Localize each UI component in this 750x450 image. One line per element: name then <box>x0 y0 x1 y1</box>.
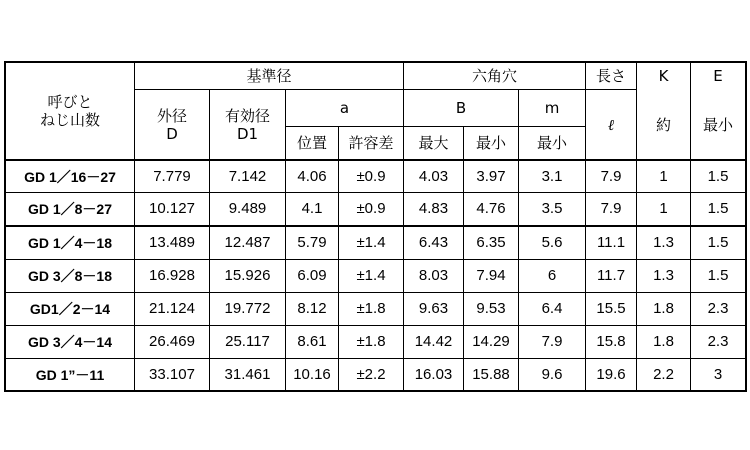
cell-outer-d: 10.127 <box>149 200 195 217</box>
cell-m: 3.1 <box>541 167 563 185</box>
cell-length: 7.9 <box>600 167 622 185</box>
cell-B-max: 14.42 <box>414 333 453 350</box>
header-B: B <box>455 99 467 117</box>
cell-tolerance: ±1.8 <box>356 333 386 350</box>
cell-tolerance: ±0.9 <box>356 200 386 217</box>
cell-B-min: 7.94 <box>476 267 506 284</box>
header-name: 呼びと ねじ山数 <box>39 93 100 129</box>
cell-B-max: 6.43 <box>418 234 449 251</box>
cell-B-max: 4.03 <box>418 167 449 185</box>
cell-E: 2.3 <box>707 300 729 317</box>
cell-E: 3 <box>713 365 723 383</box>
header-m-min: 最小 <box>536 134 567 152</box>
cell-K: 1.8 <box>653 333 674 350</box>
cell-position: 6.09 <box>297 267 327 284</box>
cell-tolerance: ±1.4 <box>356 234 386 251</box>
cell-length: 7.9 <box>600 200 622 217</box>
cell-m: 9.6 <box>541 365 563 383</box>
cell-K: 1.3 <box>653 267 674 284</box>
cell-K: 1 <box>659 167 668 185</box>
cell-m: 6.4 <box>541 300 563 317</box>
cell-E: 1.5 <box>707 167 729 185</box>
header-B-min: 最小 <box>475 134 506 152</box>
row-name: GD1／2－14 <box>29 301 111 317</box>
header-E-min: 最小 <box>702 115 733 134</box>
cell-outer-d: 33.107 <box>149 365 195 383</box>
header-effective-d: 有効径 D1 <box>224 106 270 143</box>
cell-effective-d: 12.487 <box>224 234 271 251</box>
header-base-diameter: 基準径 <box>246 67 292 85</box>
row-name: GD 1／16－27 <box>24 168 116 185</box>
cell-tolerance: ±0.9 <box>356 167 386 185</box>
cell-outer-d: 26.469 <box>149 333 195 350</box>
cell-length: 11.1 <box>596 234 626 251</box>
cell-tolerance: ±1.8 <box>356 300 386 317</box>
header-a: a <box>339 99 350 117</box>
row-name: GD 1／8－27 <box>27 201 113 217</box>
cell-effective-d: 15.926 <box>224 267 271 284</box>
cell-tolerance: ±2.2 <box>356 365 386 383</box>
cell-outer-d: 13.489 <box>149 234 195 251</box>
header-tolerance: 許容差 <box>348 134 394 152</box>
cell-m: 3.5 <box>541 200 563 217</box>
cell-K: 1 <box>659 200 668 217</box>
cell-effective-d: 31.461 <box>224 365 271 383</box>
cell-position: 8.12 <box>297 300 327 317</box>
cell-K: 1.8 <box>653 300 674 317</box>
row-name: GD 1／4－18 <box>27 235 113 251</box>
cell-outer-d: 21.124 <box>149 300 195 317</box>
cell-E: 1.5 <box>707 267 729 284</box>
cell-effective-d: 25.117 <box>225 333 270 350</box>
cell-B-min: 9.53 <box>476 300 506 317</box>
header-position: 位置 <box>296 134 327 152</box>
header-outer-d: 外径 D <box>156 106 187 143</box>
cell-B-max: 16.03 <box>414 365 453 383</box>
cell-E: 1.5 <box>707 200 729 217</box>
cell-E: 1.5 <box>707 234 729 251</box>
row-name: GD 3／8－18 <box>27 268 113 284</box>
cell-position: 10.16 <box>293 365 331 383</box>
row-name: GD 1”－11 <box>35 366 105 383</box>
cell-effective-d: 19.772 <box>224 300 271 317</box>
cell-m: 5.6 <box>541 234 563 251</box>
cell-length: 15.8 <box>596 333 626 350</box>
header-K: K <box>658 67 669 85</box>
cell-B-min: 15.88 <box>472 365 510 383</box>
cell-length: 15.5 <box>596 300 626 317</box>
cell-length: 11.7 <box>596 267 626 284</box>
header-length: 長さ <box>595 67 626 85</box>
cell-m: 7.9 <box>541 333 563 350</box>
cell-position: 8.61 <box>297 333 327 350</box>
cell-position: 4.06 <box>297 167 327 185</box>
header-B-max: 最大 <box>418 134 449 152</box>
cell-B-min: 4.76 <box>476 200 506 217</box>
cell-B-min: 14.29 <box>472 333 510 350</box>
cell-B-min: 6.35 <box>476 234 506 251</box>
header-ell: ℓ <box>607 115 615 134</box>
cell-tolerance: ±1.4 <box>356 267 386 284</box>
cell-B-max: 8.03 <box>418 267 449 284</box>
cell-E: 2.3 <box>707 333 729 350</box>
row-name: GD 3／4－14 <box>27 334 113 350</box>
cell-length: 19.6 <box>596 365 626 383</box>
cell-m: 6 <box>547 267 557 284</box>
header-E: E <box>713 67 723 85</box>
cell-K: 1.3 <box>653 234 674 251</box>
cell-position: 5.79 <box>297 234 327 251</box>
header-hex-socket: 六角穴 <box>471 67 517 85</box>
cell-K: 2.2 <box>653 365 674 383</box>
cell-B-max: 9.63 <box>418 300 449 317</box>
cell-B-min: 3.97 <box>476 167 506 185</box>
cell-outer-d: 7.779 <box>153 167 191 185</box>
cell-effective-d: 9.489 <box>228 200 267 217</box>
header-K-approx: 約 <box>655 115 671 134</box>
header-m: m <box>544 99 560 117</box>
cell-outer-d: 16.928 <box>149 267 195 284</box>
cell-position: 4.1 <box>301 200 323 217</box>
cell-B-max: 4.83 <box>418 200 449 217</box>
cell-effective-d: 7.142 <box>228 167 267 185</box>
